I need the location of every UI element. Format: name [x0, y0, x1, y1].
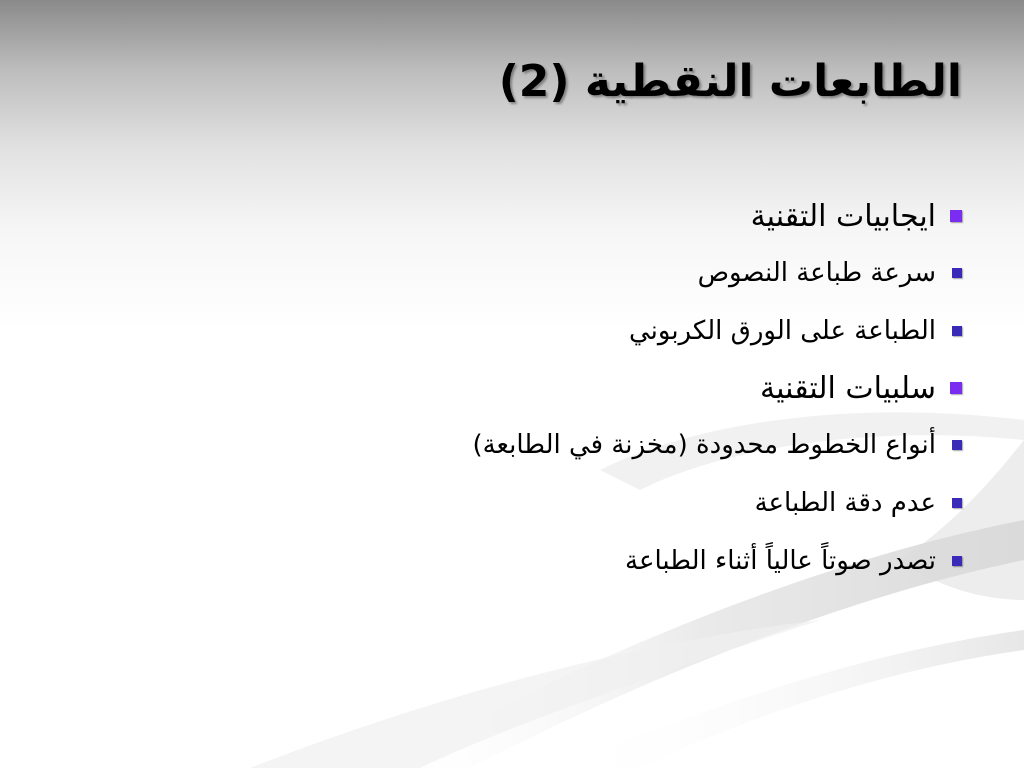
square-bullet-icon [952, 268, 962, 278]
section-heading: ايجابيات التقنية [750, 198, 936, 234]
sub-item: عدم دقة الطباعة [754, 488, 936, 518]
list-item [262, 302, 962, 360]
square-bullet-icon [952, 498, 962, 508]
list-item [262, 188, 962, 244]
square-bullet-icon [952, 556, 962, 566]
sub-item: الطباعة على الورق الكربوني [628, 316, 936, 346]
list-item [262, 532, 962, 590]
square-bullet-icon [952, 440, 962, 450]
sub-item: أنواع الخطوط محدودة (مخزنة في الطابعة) [472, 430, 936, 460]
list-item [262, 244, 962, 302]
sub-item: تصدر صوتاً عالياً أثناء الطباعة [625, 546, 936, 576]
sub-item: سرعة طباعة النصوص [697, 258, 936, 288]
slide-title: الطابعات النقطية (2) [498, 56, 962, 107]
list-item [262, 360, 962, 416]
section-heading: سلبيات التقنية [760, 370, 936, 406]
bullet-list [262, 188, 962, 590]
square-bullet-icon [952, 326, 962, 336]
list-item [262, 416, 962, 474]
list-item [262, 474, 962, 532]
square-bullet-icon [950, 210, 962, 222]
square-bullet-icon [950, 382, 962, 394]
